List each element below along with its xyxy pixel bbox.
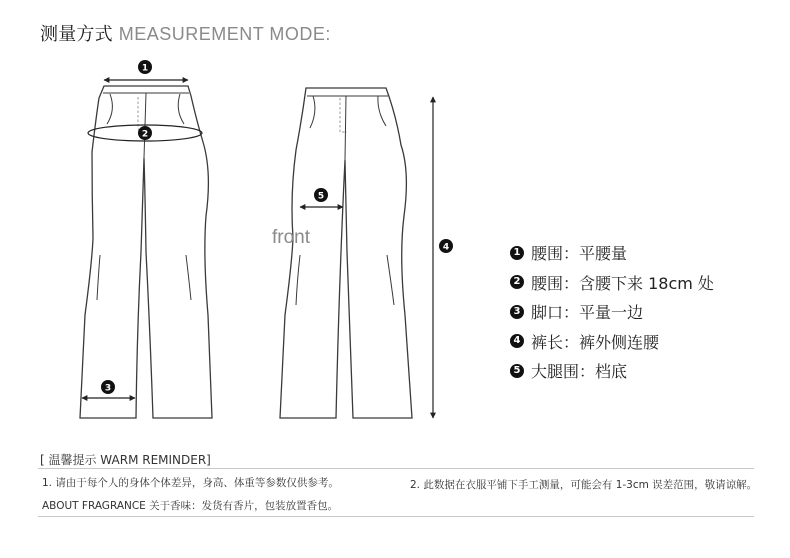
back-right-pocket (378, 96, 386, 126)
legend-badge-5: 5 (510, 364, 524, 378)
front-left-crease (97, 255, 100, 300)
legend-text-5: 大腿围：档底 (531, 362, 628, 382)
legend-text-2: 腰围：含腰下来 18cm 处 (531, 273, 714, 293)
pants-back-view (280, 88, 412, 418)
marker-badge-1-label: 1 (141, 63, 149, 74)
back-left-pocket (310, 96, 315, 128)
legend-badge-4: 4 (510, 334, 524, 348)
back-outline (280, 88, 412, 418)
legend-item-thigh (510, 356, 714, 386)
marker-badge-2-label: 2 (141, 129, 149, 140)
reminder-note-1: 1. 请由于每个人的身体个体差异，身高、体重等参数仅供参考。 (42, 477, 339, 489)
legend-badge-3: 3 (510, 305, 524, 319)
reminder-divider-top (38, 468, 754, 469)
marker-badge-5-label: 5 (317, 191, 325, 202)
front-right-crease (186, 255, 191, 300)
front-right-pocket (178, 94, 184, 124)
legend-badge-2: 2 (510, 275, 524, 289)
legend-badge-1: 1 (510, 246, 524, 260)
reminder-note-fragrance: ABOUT FRAGRANCE 关于香味：发货有香片，包装放置香包。 (42, 500, 339, 512)
legend-item-length (510, 327, 714, 357)
marker-badge-1 (138, 60, 152, 74)
marker-badge-4 (439, 239, 453, 253)
title-cn: 测量方式 (40, 24, 113, 45)
reminder-note-2: 2. 此数据在衣服平铺下手工测量，可能会有 1-3cm 误差范围，敬请谅解。 (410, 479, 758, 491)
marker-badge-3-label: 3 (104, 383, 112, 394)
back-right-crease (387, 255, 394, 305)
legend-text-1: 腰围：平腰量 (531, 244, 628, 264)
legend-text-3: 脚口：平量一边 (531, 303, 644, 323)
marker-badge-4-label: 4 (442, 242, 450, 253)
front-view-label: front (272, 227, 311, 248)
back-left-crease (296, 255, 300, 305)
back-center-seam (345, 96, 346, 160)
reminder-title: [ 温馨提示 WARM REMINDER] (40, 453, 211, 467)
title-en: MEASUREMENT MODE: (118, 24, 331, 44)
legend-item-hip (510, 268, 714, 298)
legend-item-hem (510, 297, 714, 327)
legend-item-waist (510, 238, 714, 268)
marker-badge-3 (101, 380, 115, 394)
marker-badge-5 (314, 188, 328, 202)
marker-badge-2 (138, 126, 152, 140)
front-left-pocket (107, 94, 112, 124)
reminder-divider-bottom (38, 516, 754, 517)
legend-text-4: 裤长：裤外侧连腰 (531, 332, 660, 352)
measurement-legend (510, 238, 714, 386)
